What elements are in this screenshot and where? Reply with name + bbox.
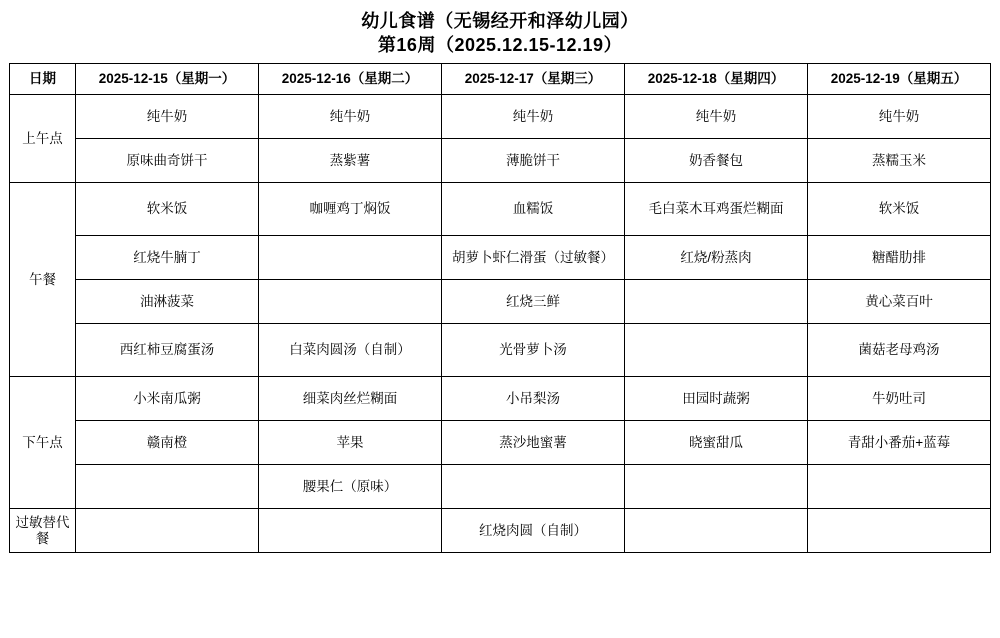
cell-lunch-wed-3: 红烧三鲜 [442, 280, 625, 324]
header-day-thursday: 2025-12-18（星期四） [625, 64, 808, 95]
cell-lunch-fri-1: 软米饭 [808, 183, 991, 236]
cell-afternoon-fri-2: 青甜小番茄+蓝莓 [808, 421, 991, 465]
cell-morning-wed-2: 薄脆饼干 [442, 139, 625, 183]
cell-afternoon-tue-1: 细菜肉丝烂糊面 [259, 377, 442, 421]
table-row [10, 465, 991, 509]
title-line-1: 幼儿食谱（无锡经开和泽幼儿园） [361, 11, 639, 31]
cell-afternoon-tue-2: 苹果 [259, 421, 442, 465]
cell-afternoon-wed-1: 小吊梨汤 [442, 377, 625, 421]
cell-lunch-thu-1: 毛白菜木耳鸡蛋烂糊面 [625, 183, 808, 236]
table-row [10, 509, 991, 553]
cell-morning-thu-2: 奶香餐包 [625, 139, 808, 183]
table-row [10, 236, 991, 280]
section-label-lunch: 午餐 [10, 183, 76, 377]
cell-afternoon-fri-1: 牛奶吐司 [808, 377, 991, 421]
cell-morning-fri-2: 蒸糯玉米 [808, 139, 991, 183]
table-row [10, 421, 991, 465]
cell-lunch-mon-2: 红烧牛腩丁 [76, 236, 259, 280]
table-row [10, 377, 991, 421]
header-day-monday: 2025-12-15（星期一） [76, 64, 259, 95]
cell-morning-tue-2: 蒸紫薯 [259, 139, 442, 183]
cell-lunch-thu-3 [625, 280, 808, 324]
header-day-friday: 2025-12-19（星期五） [808, 64, 991, 95]
cell-allergy-mon-1 [76, 509, 259, 553]
cell-allergy-tue-1 [259, 509, 442, 553]
title-line-2: 第16周（2025.12.15-12.19） [377, 35, 623, 55]
cell-afternoon-thu-3 [625, 465, 808, 509]
cell-morning-wed-1: 纯牛奶 [442, 95, 625, 139]
cell-lunch-mon-1: 软米饭 [76, 183, 259, 236]
cell-lunch-mon-3: 油淋菠菜 [76, 280, 259, 324]
cell-morning-tue-1: 纯牛奶 [259, 95, 442, 139]
cell-afternoon-mon-2: 赣南橙 [76, 421, 259, 465]
cell-morning-fri-1: 纯牛奶 [808, 95, 991, 139]
cell-afternoon-mon-1: 小米南瓜粥 [76, 377, 259, 421]
cell-lunch-tue-3 [259, 280, 442, 324]
cell-morning-thu-1: 纯牛奶 [625, 95, 808, 139]
cell-afternoon-thu-2: 晓蜜甜瓜 [625, 421, 808, 465]
cell-lunch-thu-4 [625, 324, 808, 377]
cell-morning-mon-2: 原味曲奇饼干 [76, 139, 259, 183]
cell-lunch-thu-2: 红烧/粉蒸肉 [625, 236, 808, 280]
table-header-row [10, 64, 991, 95]
page-title [0, 0, 1000, 57]
cell-lunch-wed-4: 光骨萝卜汤 [442, 324, 625, 377]
cell-afternoon-fri-3 [808, 465, 991, 509]
cell-afternoon-wed-3 [442, 465, 625, 509]
cell-lunch-fri-3: 黄心菜百叶 [808, 280, 991, 324]
table-row [10, 280, 991, 324]
cell-afternoon-mon-3 [76, 465, 259, 509]
cell-lunch-mon-4: 西红柿豆腐蛋汤 [76, 324, 259, 377]
cell-lunch-wed-1: 血糯饭 [442, 183, 625, 236]
cell-allergy-fri-1 [808, 509, 991, 553]
cell-afternoon-tue-3: 腰果仁（原味） [259, 465, 442, 509]
cell-lunch-tue-2 [259, 236, 442, 280]
section-label-afternoon-snack: 下午点 [10, 377, 76, 509]
section-label-allergy-substitute: 过敏替代餐 [10, 509, 76, 553]
cell-afternoon-thu-1: 田园时蔬粥 [625, 377, 808, 421]
cell-lunch-fri-4: 菌菇老母鸡汤 [808, 324, 991, 377]
cell-allergy-wed-1: 红烧肉圆（自制） [442, 509, 625, 553]
table-row [10, 95, 991, 139]
header-day-wednesday: 2025-12-17（星期三） [442, 64, 625, 95]
header-date-label: 日期 [10, 64, 76, 95]
section-label-morning-snack: 上午点 [10, 95, 76, 183]
cell-afternoon-wed-2: 蒸沙地蜜薯 [442, 421, 625, 465]
table-row [10, 139, 991, 183]
header-day-tuesday: 2025-12-16（星期二） [259, 64, 442, 95]
cell-lunch-tue-4: 白菜肉圆汤（自制） [259, 324, 442, 377]
table-row [10, 183, 991, 236]
cell-morning-mon-1: 纯牛奶 [76, 95, 259, 139]
table-row [10, 324, 991, 377]
cell-allergy-thu-1 [625, 509, 808, 553]
menu-table [9, 63, 991, 553]
cell-lunch-wed-2: 胡萝卜虾仁滑蛋（过敏餐） [442, 236, 625, 280]
cell-lunch-fri-2: 糖醋肋排 [808, 236, 991, 280]
cell-lunch-tue-1: 咖喱鸡丁焖饭 [259, 183, 442, 236]
